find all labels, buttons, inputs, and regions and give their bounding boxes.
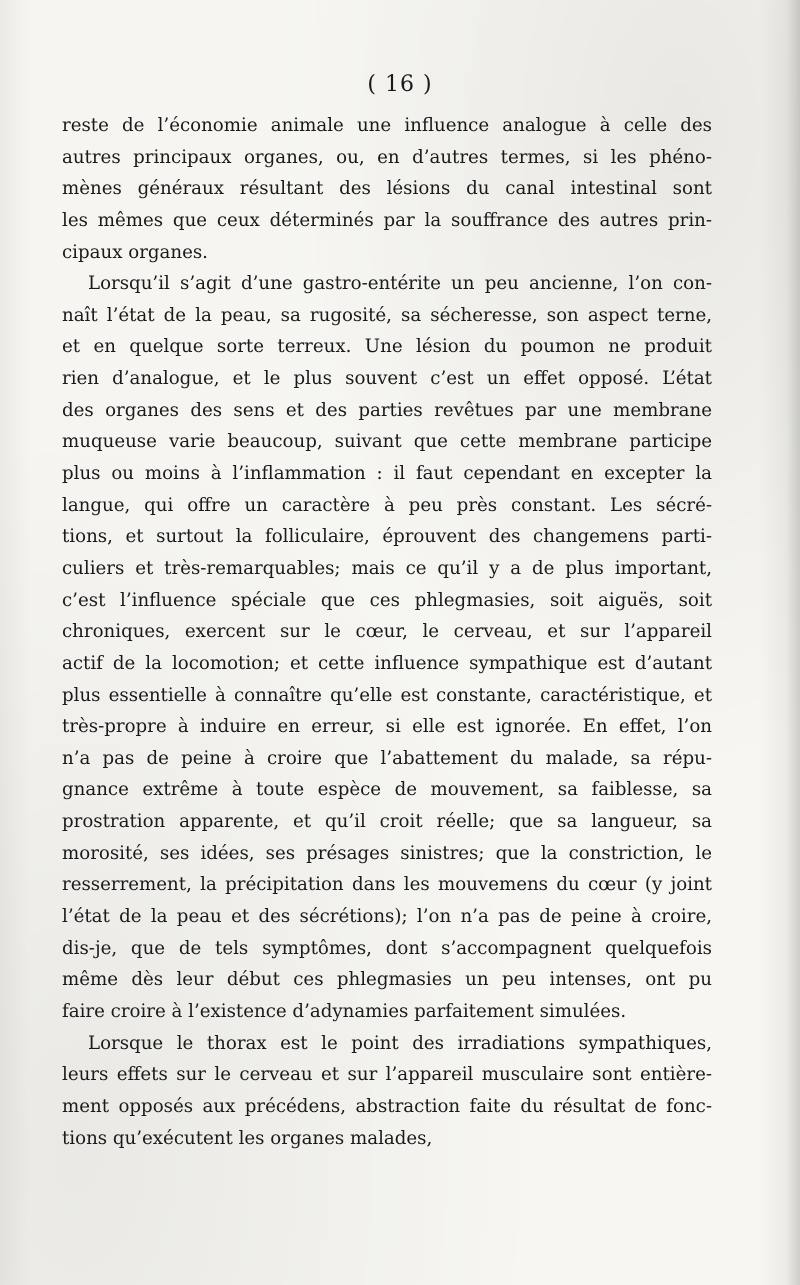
text-line: faire croire à l’existence d’adynamies parfaitement simulées. — [62, 1000, 627, 1022]
text-line: leurs effets sur le cerveau et sur l’appareil musculaire sont entière- — [62, 1064, 712, 1086]
text-line: prostration apparente, et qu’il croit réelle; que sa langueur, sa — [62, 811, 712, 833]
text-line: culiers et très-remarquables; mais ce qu’il y a de plus important, — [62, 557, 712, 579]
text-line: gnance extrême à toute espèce de mouvement, sa faiblesse, sa — [62, 779, 712, 801]
text-line: langue, qui offre un caractère à peu près constant. Les sécré- — [62, 494, 712, 516]
text-line: tions qu’exécutent les organes malades, — [62, 1127, 433, 1149]
text-line: chroniques, exercent sur le cœur, le cerveau, et sur l’appareil — [62, 621, 712, 643]
page-number: ( 16 ) — [367, 72, 433, 97]
text-line: actif de la locomotion; et cette influence sympathique est d’autant — [62, 652, 712, 674]
text-line: resserrement, la précipitation dans les mouvemens du cœur (y joint — [62, 874, 712, 896]
text-line: cipaux organes. — [62, 241, 208, 263]
text-line: plus ou moins à l’inflammation : il faut cependant en excepter la — [62, 463, 712, 485]
text-line: autres principaux organes, ou, en d’autres termes, si les phéno- — [62, 146, 712, 168]
text-line: Lorsque le thorax est le point des irradiations sympathiques, — [88, 1032, 712, 1054]
text-line: Lorsqu’il s’agit d’une gastro-entérite un peu ancienne, l’on con- — [88, 273, 712, 295]
text-line: plus essentielle à connaître qu’elle est constante, caractéristique, et — [62, 684, 712, 706]
text-line: n’a pas de peine à croire que l’abattement du malade, sa répu- — [62, 747, 712, 769]
text-line: morosité, ses idées, ses présages sinistres; que la constriction, le — [62, 842, 712, 864]
text-line: et en quelque sorte terreux. Une lésion du poumon ne produit — [62, 336, 712, 358]
page-edge-shadow — [786, 0, 800, 1285]
text-line: rien d’analogue, et le plus souvent c’est un effet opposé. L’état — [62, 368, 712, 390]
text-line: les mêmes que ceux déterminés par la souffrance des autres prin- — [62, 209, 712, 231]
text-line: muqueuse varie beaucoup, suivant que cette membrane participe — [62, 431, 712, 453]
text-line: ment opposés aux précédens, abstraction faite du résultat de fonc- — [62, 1095, 712, 1117]
text-line: dis-je, que de tels symptômes, dont s’accompagnent quelquefois — [62, 937, 712, 959]
text-line: mènes généraux résultant des lésions du canal intestinal sont — [62, 178, 712, 200]
text-line: même dès leur début ces phlegmasies un peu intenses, ont pu — [62, 969, 712, 991]
text-line: très-propre à induire en erreur, si elle est ignorée. En effet, l’on — [62, 716, 712, 738]
text-line: c’est l’influence spéciale que ces phlegmasies, soit aiguës, soit — [62, 589, 712, 611]
text-line: l’état de la peau et des sécrétions); l’on n’a pas de peine à croire, — [62, 906, 712, 928]
text-line: des organes des sens et des parties revêtues par une membrane — [62, 399, 712, 421]
text-line: naît l’état de la peau, sa rugosité, sa sécheresse, son aspect terne, — [62, 304, 712, 326]
text-line: tions, et surtout la folliculaire, éprouvent des changemens parti- — [62, 526, 712, 548]
body-text — [62, 110, 712, 1154]
text-line: reste de l’économie animale une influence analogue à celle des — [62, 115, 712, 136]
